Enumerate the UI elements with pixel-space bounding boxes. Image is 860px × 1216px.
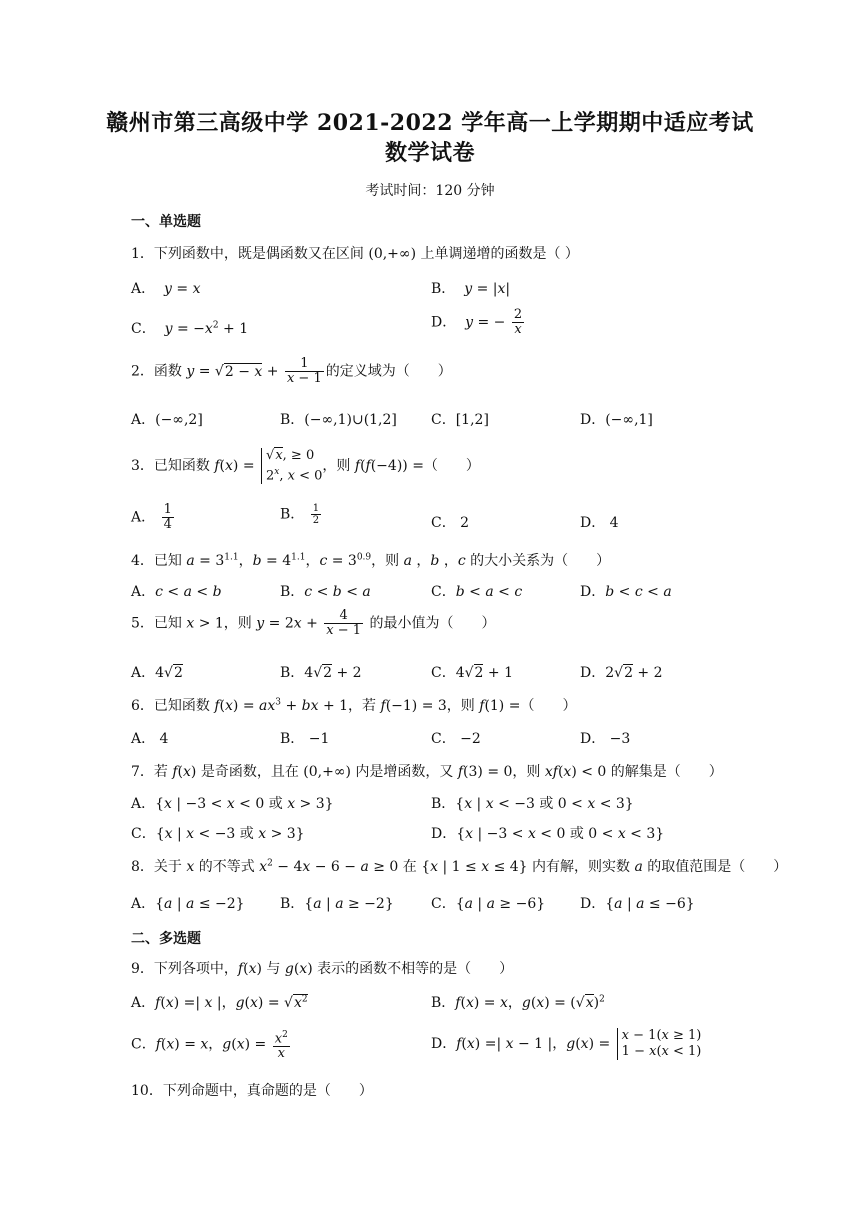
- section-single-choice: 一、单选题: [131, 214, 201, 230]
- exam-title-line1: 赣州市第三高级中学 2021-2022 学年高一上学期期中适应考试: [106, 110, 754, 136]
- q6-option-a: A． 4: [131, 731, 169, 747]
- q6-stem: 6．已知函数 $f(x) = ax^3$ + bx + 1，若 f(−1) = 3，则 f(1) =（ ）: [131, 697, 577, 714]
- q5-option-a: A．4√2: [131, 665, 183, 681]
- q5-option-b: B．4√2 + 2: [280, 665, 362, 681]
- q1-option-b: B． y = |x|: [431, 281, 511, 297]
- q3-stem: 3．已知函数 f(x) = √x, ≥ 0 2$^x$, x < 0，则 f(f(−4)) =（ ）: [131, 448, 480, 484]
- q9-stem: 9．下列各项中，f(x) 与 g(x) 表示的函数不相等的是（ ）: [131, 961, 514, 977]
- q1-stem: 1．下列函数中，既是偶函数又在区间 (0,+∞) 上单调递增的函数是（ ）: [131, 246, 579, 262]
- q8-option-b: B．{a | a ≥ −2}: [280, 896, 394, 912]
- q4-stem: 4．已知 $a = 3^{1.1}$，$b = 4^{1.1}$，$c = 3^{0.9}$，则 a ，b ，c 的大小关系为（ ）: [131, 552, 611, 569]
- q9-option-a: A．f(x) =| x |，$g(x) = √x^2$: [131, 994, 308, 1011]
- q4-option-d: D．b < c < a: [580, 584, 672, 600]
- q6-option-b: B． −1: [280, 731, 330, 747]
- q4-option-b: B．c < b < a: [280, 584, 371, 600]
- q9-option-c: C．f(x) = x，g(x) = $\frac{x^2}{x}$: [131, 1030, 288, 1062]
- exam-time: 考试时间：120 分钟: [365, 183, 495, 199]
- q1-option-a: A． y = x: [131, 281, 201, 297]
- q7-option-d: D．{x | −3 < x < 0 或 0 < x < 3}: [431, 826, 665, 842]
- q7-option-a: A．{x | −3 < x < 0 或 x > 3}: [131, 796, 334, 812]
- q10-stem: 10．下列命题中，真命题的是（ ）: [131, 1083, 373, 1099]
- q7-stem: 7．若 f(x) 是奇函数，且在 (0,+∞) 内是增函数，又 f(3) = 0，则 xf(x) < 0 的解集是（ ）: [131, 764, 723, 780]
- q5-stem: 5．已知 x > 1，则 y = 2x + $\frac{4}{x - 1}$ 的最小值为（ ）: [131, 608, 496, 638]
- q8-option-c: C．{a | a ≥ −6}: [431, 896, 546, 912]
- q9-option-b: B．f(x) = x，$g(x) = (√x)^2$: [431, 994, 605, 1011]
- q3-option-b: B． $\frac{1}{2}$: [280, 503, 320, 526]
- q9-option-d: D．f(x) =| x − 1 |，g(x) = x − 1(x ≥ 1) 1 − x(x < 1): [431, 1028, 702, 1059]
- q8-option-d: D．{a | a ≤ −6}: [580, 896, 695, 912]
- exam-title-line2: 数学试卷: [384, 140, 475, 166]
- q3-option-a: A． $\frac{1}{4}$: [131, 502, 172, 532]
- section-multiple-choice: 二、多选题: [131, 931, 201, 947]
- q4-option-c: C．b < a < c: [431, 584, 523, 600]
- q4-option-a: A．c < a < b: [131, 584, 222, 600]
- q3-option-c: C． 2: [431, 515, 470, 531]
- q7-option-b: B．{x | x < −3 或 0 < x < 3}: [431, 796, 634, 812]
- q2-option-d: D．(−∞,1]: [580, 412, 653, 428]
- q5-option-c: C．4√2 + 1: [431, 665, 514, 681]
- q1-option-d: D． y = − $\frac{2}{x}$: [431, 307, 523, 337]
- q3-option-d: D． 4: [580, 515, 619, 531]
- q8-stem: 8．关于 x 的不等式 $x^2 - 4x - 6 - a \ge 0$ 在 {x | 1 ≤ x ≤ 4} 内有解，则实数 a 的取值范围是（ ）: [131, 858, 788, 875]
- q2-option-a: A．(−∞,2]: [131, 412, 203, 428]
- q2-option-b: B．(−∞,1)∪(1,2]: [280, 412, 397, 428]
- q2-option-c: C．[1,2]: [431, 412, 489, 428]
- q1-option-c: C． $y = -x^2 + 1$: [131, 320, 249, 337]
- q2-stem: 2．函数 y = √2 − x + $\frac{1}{x - 1}$ 的定义域为（ ）: [131, 356, 452, 386]
- q6-option-d: D． −3: [580, 731, 631, 747]
- q7-option-c: C．{x | x < −3 或 x > 3}: [131, 826, 305, 842]
- q8-option-a: A．{a | a ≤ −2}: [131, 896, 245, 912]
- q5-option-d: D．2√2 + 2: [580, 665, 663, 681]
- q6-option-c: C． −2: [431, 731, 481, 747]
